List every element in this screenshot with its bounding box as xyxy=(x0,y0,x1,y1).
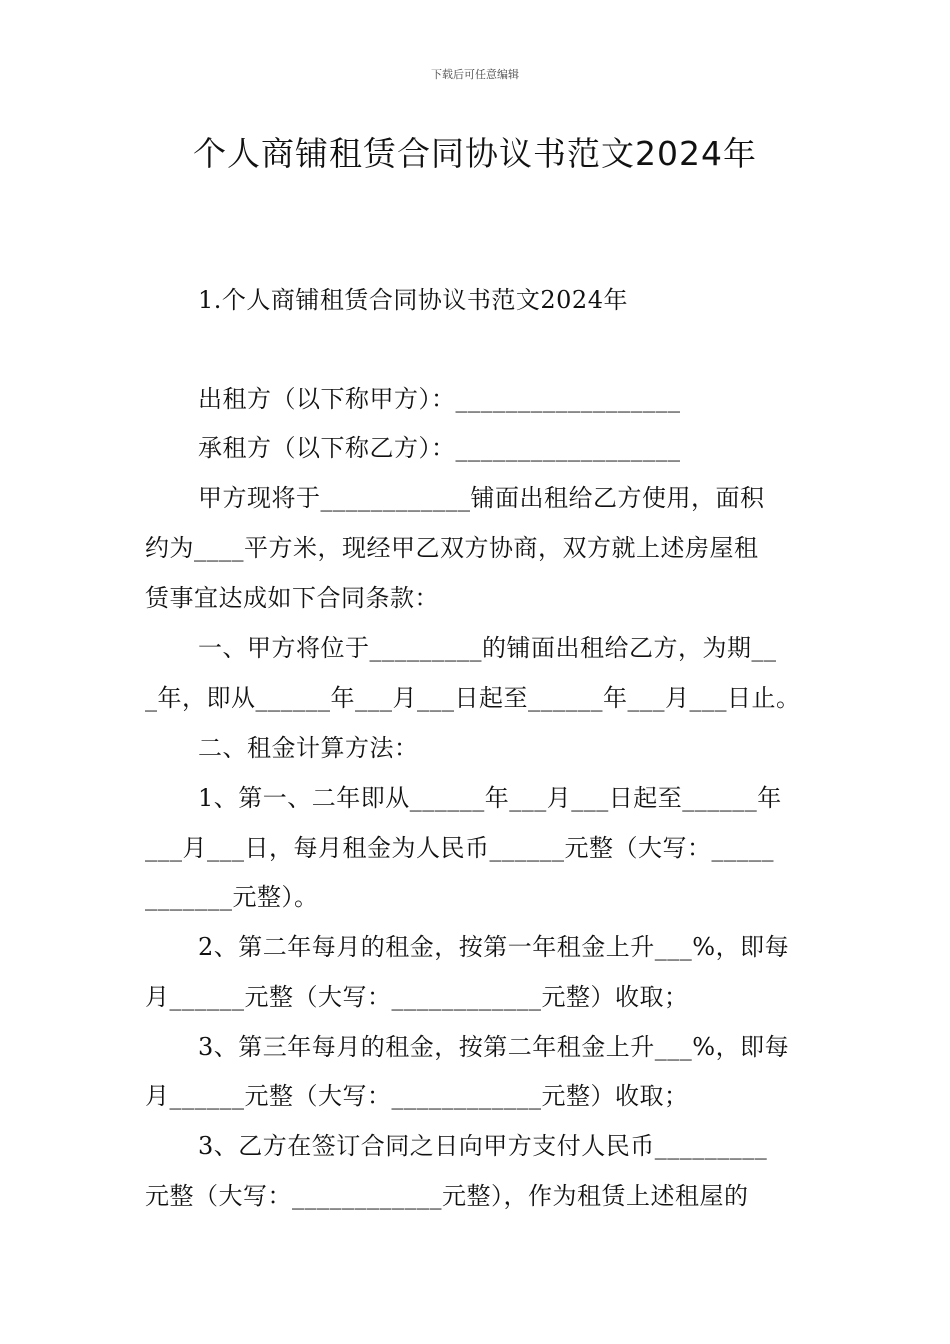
paragraph-line: 3、第三年每月的租金，按第二年租金上升___%，即每 xyxy=(198,1033,790,1061)
paragraph-line: 赁事宜达成如下合同条款： xyxy=(145,584,439,612)
paragraph-line: 约为____平方米，现经甲乙双方协商，双方就上述房屋租 xyxy=(145,534,759,562)
section-heading: 1.个人商铺租赁合同协议书范文2024年 xyxy=(198,286,628,314)
paragraph-line: 3、乙方在签订合同之日向甲方支付人民币_________ xyxy=(198,1132,768,1160)
paragraph-line: _年，即从______年___月___日起至______年___月___日止。 xyxy=(145,684,801,712)
paragraph-line: 一、甲方将位于_________的铺面出租给乙方，为期__ xyxy=(198,634,777,662)
paragraph-line: 元整（大写：____________元整），作为租赁上述租屋的 xyxy=(145,1182,749,1210)
paragraph-line: ___月___日，每月租金为人民币______元整（大写：_____ xyxy=(145,834,774,862)
document-title: 个人商铺租赁合同协议书范文2024年 xyxy=(193,134,757,173)
lessor-line: 出租方（以下称甲方）：__________________ xyxy=(198,385,681,413)
paragraph-line: 甲方现将于____________铺面出租给乙方使用，面积 xyxy=(198,484,765,512)
paragraph-line: 二、租金计算方法： xyxy=(198,734,419,762)
paragraph-line: 1、第一、二年即从______年___月___日起至______年 xyxy=(198,784,782,812)
lessee-line: 承租方（以下称乙方）：__________________ xyxy=(198,434,681,462)
paragraph-line: 月______元整（大写：____________元整）收取； xyxy=(145,983,689,1011)
paragraph-line: _______元整）。 xyxy=(145,883,319,911)
header-note: 下载后可任意编辑 xyxy=(431,68,519,81)
paragraph-line: 月______元整（大写：____________元整）收取； xyxy=(145,1082,689,1110)
paragraph-line: 2、第二年每月的租金，按第一年租金上升___%，即每 xyxy=(198,933,790,961)
